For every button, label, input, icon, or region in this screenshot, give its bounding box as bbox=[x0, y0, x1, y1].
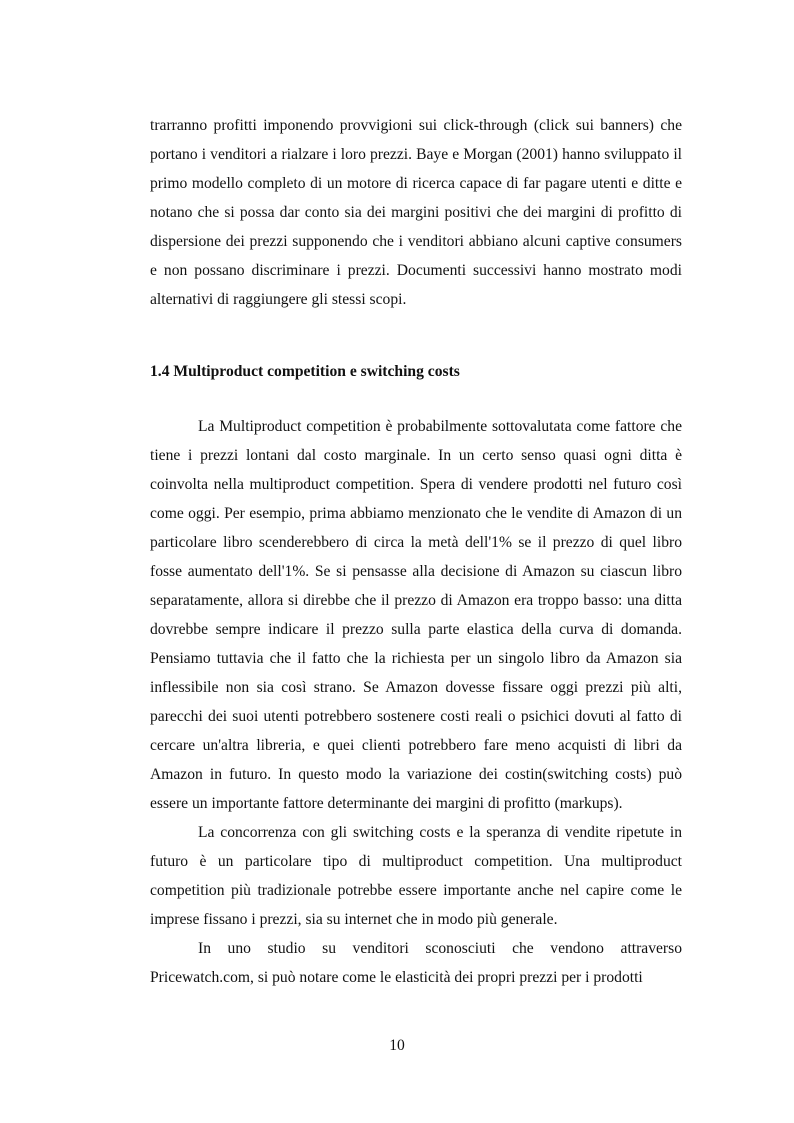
section-paragraph-1: La Multiproduct competition è probabilmente sottovalutata come fattore che tiene i prezzi lontani dal costo marginale. In un certo senso quasi ogni ditta è coinvolta nella multiproduct competition. Spera di vendere prodotti nel futuro così come oggi. Per esempio, prima abbiamo menzionato che le vendite di Amazon di un particolare libro scenderebbero di circa la metà dell'1% se il prezzo di quel libro fosse aumentato dell'1%. Se si pensasse alla decisione di Amazon su ciascun libro separatamente, allora si direbbe che il prezzo di Amazon era troppo basso: una ditta dovrebbe sempre indicare il prezzo sulla parte elastica della curva di domanda. Pensiamo tuttavia che il fatto che la richiesta per un singolo libro da Amazon sia inflessibile non sia così strano. Se Amazon dovesse fissare oggi prezzi più alti, parecchi dei suoi utenti potrebbero sostenere costi reali o psichici dovuti al fatto di cercare un'altra libreria, e quei clienti potrebbero fare meno acquisti di libri da Amazon in futuro. In questo modo la variazione dei costin(switching costs) può essere un importante fattore determinante dei margini di profitto (markups). bbox=[150, 418, 682, 812]
section-paragraph-2: La concorrenza con gli switching costs e la speranza di vendite ripetute in futuro è un particolare tipo di multiproduct competition. Una multiproduct competition più tradizionale potrebbe essere importante anche nel capire come le imprese fissano i prezzi, sia su internet che in modo più generale. bbox=[150, 824, 682, 928]
section-heading: 1.4 Multiproduct competition e switching costs bbox=[150, 363, 460, 380]
section-body bbox=[150, 412, 682, 992]
page-number: 10 bbox=[389, 1037, 405, 1054]
intro-paragraph: trarranno profitti imponendo provvigioni sui click-through (click sui banners) che portano i venditori a rialzare i loro prezzi. Baye e Morgan (2001) hanno sviluppato il primo modello completo di un motore di ricerca capace di far pagare utenti e ditte e notano che si possa dar conto sia dei margini positivi che dei margini di profitto di dispersione dei prezzi supponendo che i venditori abbiano alcuni captive consumers e non possano discriminare i prezzi. Documenti successivi hanno mostrato modi alternativi di raggiungere gli stessi scopi. bbox=[150, 117, 682, 308]
intro-text-block bbox=[150, 111, 682, 314]
section-paragraph-3: In uno studio su venditori sconosciuti che vendono attraverso Pricewatch.com, si può notare come le elasticità dei propri prezzi per i prodotti bbox=[150, 940, 682, 986]
